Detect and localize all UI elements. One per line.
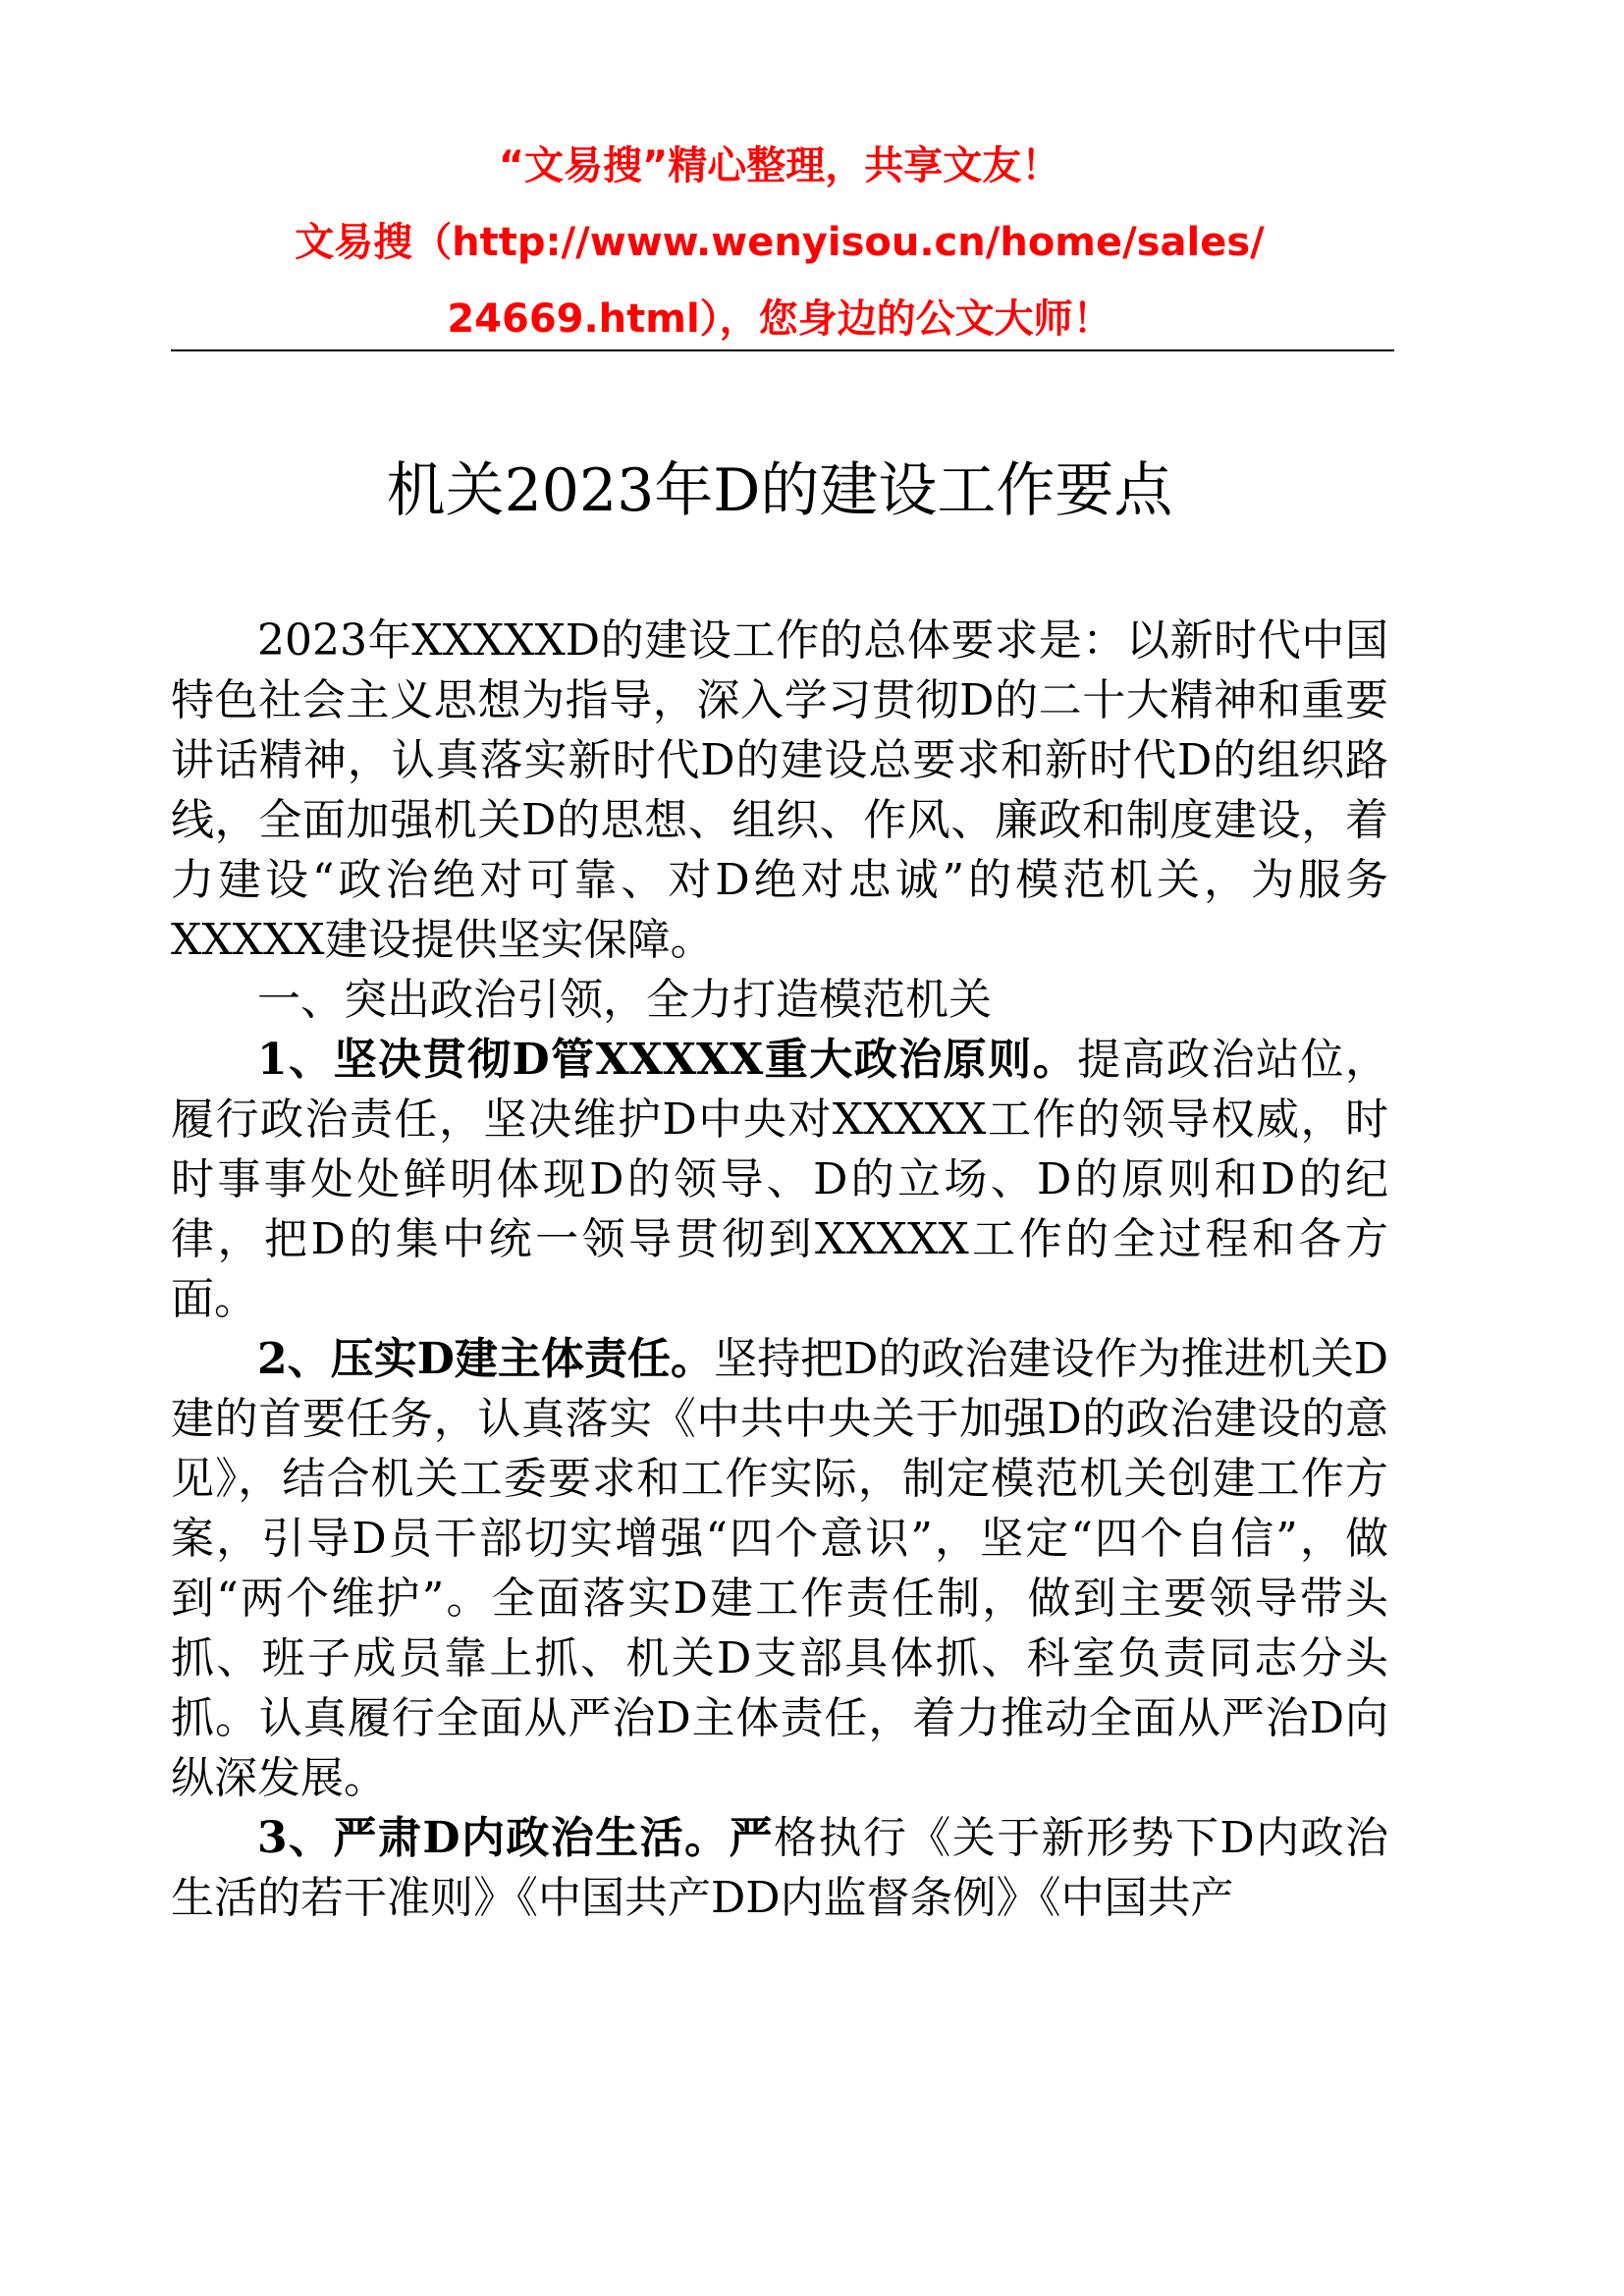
header-line-3: 24669.html），您身边的公文大师！	[447, 296, 1112, 342]
header-line-2: 文易搜（http://www.wenyisou.cn/home/sales/	[295, 220, 1265, 265]
intro-paragraph: 2023年XXXXXD的建设工作的总体要求是：以新时代中国特色社会主义思想为指导，深入学习贯彻D的二十大精神和重要讲话精神，认真落实新时代D的建设总要求和新时代D的组织路线，全面加强机关D的思想、组织、作风、廉政和制度建设，着力建设“政治绝对可靠、对D绝对忠诚”的模范机关，为服务XXXXX建设提供坚实保障。	[171, 615, 1388, 965]
section-heading: 一、突出政治引领，全力打造模范机关	[257, 975, 992, 1025]
item-lead: 2、压实D建主体责任。	[257, 1334, 715, 1384]
document-title: 机关2023年D的建设工作要点	[386, 456, 1173, 525]
item-text: 坚持把D的政治建设作为推进机关D建的首要任务，认真落实《中共中央关于加强D的政治建设的意见》，结合机关工委要求和工作实际，制定模范机关创建工作方案，引导D员干部切实增强“四个意识”，坚定“四个自信”，做到“两个维护”。全面落实D建工作责任制，做到主要领导带头抓、班子成员靠上抓、机关D支部具体抓、科室负责同志分头抓。认真履行全面从严治D主体责任，着力推动全面从严治D向纵深发展。	[171, 1334, 1388, 1803]
watermark-header	[171, 128, 1388, 357]
item-paragraph-3	[171, 1808, 1388, 1928]
item-paragraph-2	[171, 1329, 1388, 1808]
item-lead: 1、坚决贯彻D管XXXXX重大政治原则。	[257, 1035, 1078, 1085]
item-paragraph-1	[171, 1030, 1388, 1329]
item-text: 提高政治站位，履行政治责任，坚决维护D中央对XXXXX工作的领导权威，时时事事处处鲜明体现D的领导、D的立场、D的原则和D的纪律，把D的集中统一领导贯彻到XXXXX工作的全过程和各方面。	[171, 1035, 1388, 1324]
header-line-1: “文易搜”精心整理，共享文友！	[498, 143, 1061, 188]
document-body	[171, 611, 1388, 1928]
item-lead: 3、严肃D内政治生活。严	[257, 1813, 775, 1863]
header-divider	[171, 349, 1394, 351]
item-text: 格执行《关于新形势下D内政治生活的若干准则》《中国共产DD内监督条例》《中国共产	[171, 1813, 1388, 1923]
